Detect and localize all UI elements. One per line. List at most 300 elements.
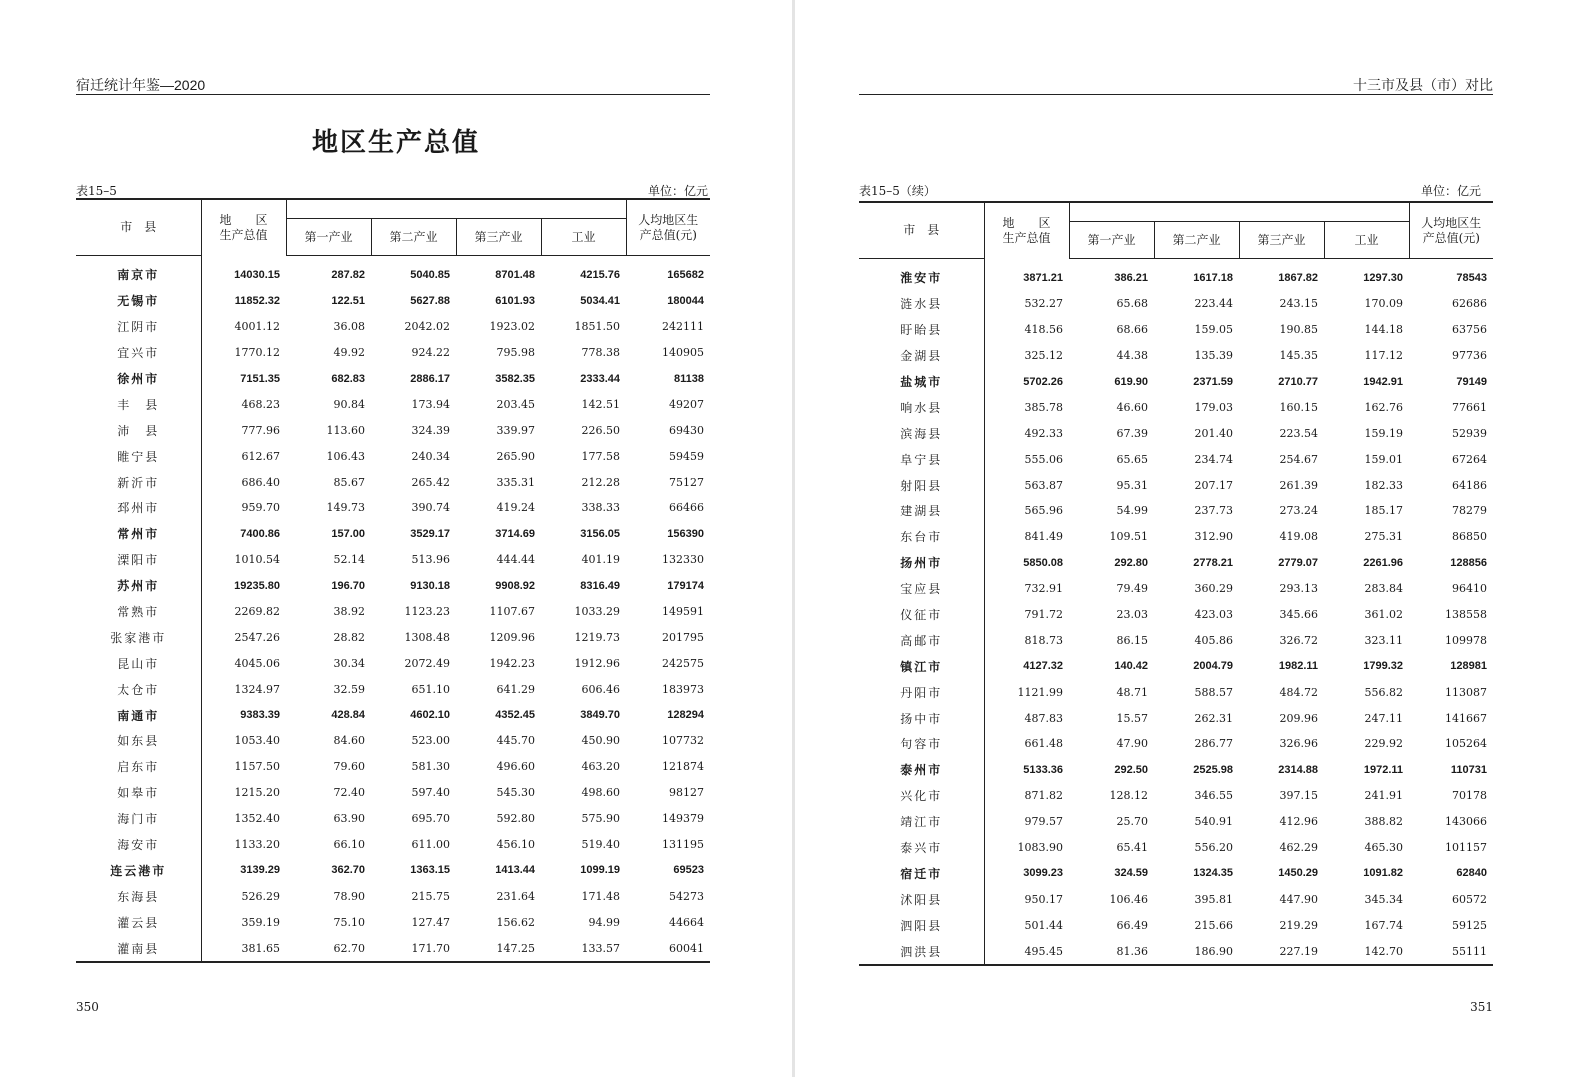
cell-primary: 386.21 [1114,271,1148,284]
row-region-name: 宝应县 [859,576,984,602]
table-body [76,256,710,963]
cell-gdp: 563.87 [1024,478,1063,492]
cell-tertiary: 209.96 [1279,711,1318,725]
cell-secondary: 186.90 [1194,944,1233,958]
table-row [76,256,710,288]
cell-per-capita: 59125 [1452,918,1487,932]
row-region-name: 常熟市 [76,599,201,625]
cell-per-capita: 69430 [669,423,704,437]
table-row [859,602,1493,628]
cell-per-capita: 109978 [1445,633,1487,647]
row-region-name: 滨海县 [859,420,984,446]
cell-industry: 2261.96 [1363,556,1403,569]
cell-per-capita: 62840 [1456,867,1487,880]
header-spacer [1069,202,1409,222]
cell-secondary: 127.47 [411,915,450,929]
row-region-name: 射阳县 [859,472,984,498]
row-region-name: 淮安市 [859,259,984,291]
table-row [859,886,1493,912]
cell-industry: 133.57 [581,941,620,955]
cell-tertiary: 147.25 [496,941,535,955]
cell-tertiary: 445.70 [496,734,535,748]
header-per-capita-line1: 人均地区生 [638,212,699,227]
cell-tertiary: 6101.93 [495,294,535,307]
header-per-capita-line2: 产总值(元) [1422,230,1480,245]
row-region-name: 涟水县 [859,291,984,317]
cell-tertiary: 273.24 [1279,504,1318,518]
cell-secondary: 201.40 [1194,426,1233,440]
cell-primary: 23.03 [1116,608,1148,622]
cell-per-capita: 179174 [667,579,704,592]
cell-primary: 95.31 [1116,478,1148,492]
row-region-name: 东台市 [859,524,984,550]
row-region-name: 张家港市 [76,624,201,650]
cell-industry: 5034.41 [580,294,620,307]
cell-industry: 177.58 [581,449,620,463]
cell-industry: 1297.30 [1363,271,1403,284]
cell-industry: 8316.49 [580,579,620,592]
table-row [76,340,710,366]
cell-tertiary: 397.15 [1279,789,1318,803]
cell-gdp: 495.45 [1024,944,1063,958]
cell-tertiary: 419.24 [496,501,535,515]
cell-secondary: 540.91 [1194,815,1233,829]
cell-gdp: 1157.50 [234,760,280,774]
table-row [76,521,710,547]
cell-primary: 292.80 [1114,556,1148,569]
header-primary: 第一产业 [1069,222,1154,259]
row-region-name: 灌南县 [76,935,201,962]
cell-primary: 32.59 [333,682,365,696]
left-page [0,0,792,1077]
cell-primary: 72.40 [333,786,365,800]
cell-primary: 75.10 [333,915,365,929]
cell-gdp: 325.12 [1024,349,1063,363]
cell-secondary: 9130.18 [410,579,450,592]
row-region-name: 兴化市 [859,783,984,809]
header-region: 市 县 [76,199,201,256]
cell-per-capita: 66466 [669,501,704,515]
cell-primary: 49.92 [333,346,365,360]
cell-secondary: 588.57 [1194,685,1233,699]
cell-gdp: 871.82 [1024,789,1063,803]
cell-per-capita: 105264 [1445,737,1487,751]
table-row [859,653,1493,679]
cell-gdp: 19235.80 [234,579,280,592]
cell-primary: 38.92 [333,605,365,619]
cell-per-capita: 201795 [662,630,704,644]
cell-industry: 167.74 [1364,918,1403,932]
table-row [76,832,710,858]
table-row [76,547,710,573]
table-row [76,702,710,728]
cell-primary: 46.60 [1116,400,1148,414]
table-row [76,288,710,314]
cell-gdp: 686.40 [241,475,280,489]
cell-industry: 3849.70 [580,709,620,722]
cell-primary: 128.12 [1109,789,1148,803]
row-region-name: 东海县 [76,883,201,909]
right-page [795,0,1587,1077]
table-row [859,446,1493,472]
cell-secondary: 405.86 [1194,633,1233,647]
unit-label-right: 单位：亿元 [1420,184,1481,198]
table-row [76,314,710,340]
table-row [859,343,1493,369]
cell-industry: 361.02 [1364,608,1403,622]
cell-gdp: 5702.26 [1023,375,1063,388]
cell-primary: 682.83 [331,372,365,385]
row-region-name: 睢宁县 [76,443,201,469]
cell-tertiary: 444.44 [496,553,535,567]
cell-gdp: 1215.20 [234,786,280,800]
cell-gdp: 3871.21 [1023,271,1063,284]
table-row [76,857,710,883]
row-region-name: 宿迁市 [859,860,984,886]
table-row [76,650,710,676]
cell-primary: 81.36 [1116,944,1148,958]
table-label-left: 表15–5 [76,184,117,198]
cell-secondary: 5627.88 [410,294,450,307]
cell-industry: 1942.91 [1363,375,1403,388]
cell-primary: 52.14 [333,553,365,567]
cell-primary: 15.57 [1116,711,1148,725]
cell-gdp: 526.29 [241,889,280,903]
cell-tertiary: 9908.92 [495,579,535,592]
cell-per-capita: 78543 [1456,271,1487,284]
cell-tertiary: 2710.77 [1278,375,1318,388]
row-region-name: 沛 县 [76,417,201,443]
cell-primary: 362.70 [331,864,365,877]
cell-per-capita: 69523 [673,864,704,877]
header-per-capita [626,199,710,256]
cell-secondary: 2525.98 [1193,763,1233,776]
cell-gdp: 1770.12 [234,346,280,360]
cell-gdp: 979.57 [1024,815,1063,829]
cell-per-capita: 79149 [1456,375,1487,388]
cell-secondary: 651.10 [411,682,450,696]
cell-gdp: 1121.99 [1017,685,1063,699]
cell-per-capita: 60041 [669,941,704,955]
cell-industry: 606.46 [581,682,620,696]
cell-secondary: 395.81 [1194,892,1233,906]
table-row [859,757,1493,783]
row-region-name: 太仓市 [76,676,201,702]
cell-primary: 287.82 [331,268,365,281]
table-header [859,202,1493,259]
gdp-table-right [859,201,1493,966]
cell-per-capita: 131195 [662,838,704,852]
cell-industry: 1799.32 [1363,660,1403,673]
cell-industry: 556.82 [1364,685,1403,699]
cell-tertiary: 1209.96 [489,630,535,644]
table-row [859,938,1493,965]
table-row [859,809,1493,835]
cell-industry: 171.48 [581,889,620,903]
cell-industry: 2333.44 [580,372,620,385]
table-row [76,780,710,806]
table-row [76,806,710,832]
cell-per-capita: 242575 [662,656,704,670]
cell-industry: 142.70 [1364,944,1403,958]
cell-secondary: 286.77 [1194,737,1233,751]
cell-gdp: 959.70 [241,501,280,515]
row-region-name: 盱眙县 [859,317,984,343]
cell-per-capita: 98127 [669,786,704,800]
row-region-name: 南京市 [76,256,201,288]
cell-tertiary: 1107.67 [489,605,535,619]
header-spacer [286,199,626,219]
row-region-name: 邳州市 [76,495,201,521]
header-primary: 第一产业 [286,219,371,256]
table-row [859,259,1493,291]
cell-tertiary: 227.19 [1279,944,1318,958]
cell-industry: 1219.73 [574,630,620,644]
cell-secondary: 179.03 [1194,400,1233,414]
table-row [76,909,710,935]
table-row [859,783,1493,809]
cell-primary: 619.90 [1114,375,1148,388]
table-row [859,420,1493,446]
row-region-name: 海安市 [76,832,201,858]
table-row [76,469,710,495]
table-row [859,524,1493,550]
table-row [76,728,710,754]
cell-tertiary: 156.62 [496,915,535,929]
row-region-name: 沭阳县 [859,886,984,912]
cell-per-capita: 138558 [1445,608,1487,622]
row-region-name: 昆山市 [76,650,201,676]
row-region-name: 仪征市 [859,602,984,628]
cell-secondary: 5040.85 [410,268,450,281]
cell-primary: 157.00 [331,527,365,540]
cell-tertiary: 545.30 [496,786,535,800]
cell-secondary: 597.40 [411,786,450,800]
cell-tertiary: 1982.11 [1278,660,1318,673]
cell-tertiary: 293.13 [1279,582,1318,596]
cell-gdp: 1352.40 [234,812,280,826]
cell-industry: 778.38 [581,346,620,360]
cell-secondary: 513.96 [411,553,450,567]
cell-industry: 241.91 [1364,789,1403,803]
cell-primary: 106.46 [1109,892,1148,906]
cell-primary: 67.39 [1116,426,1148,440]
cell-industry: 226.50 [581,423,620,437]
cell-tertiary: 345.66 [1279,608,1318,622]
cell-secondary: 695.70 [411,812,450,826]
cell-industry: 388.82 [1364,815,1403,829]
table-row [859,550,1493,576]
cell-gdp: 532.27 [1024,297,1063,311]
table-row [76,443,710,469]
cell-primary: 428.84 [331,709,365,722]
header-tertiary: 第三产业 [456,219,541,256]
cell-per-capita: 141667 [1445,711,1487,725]
cell-per-capita: 107732 [662,734,704,748]
cell-gdp: 565.96 [1024,504,1063,518]
cell-gdp: 2269.82 [234,605,280,619]
cell-gdp: 1083.90 [1017,841,1063,855]
cell-secondary: 265.42 [411,475,450,489]
cell-gdp: 3139.29 [240,864,280,877]
cell-tertiary: 8701.48 [495,268,535,281]
cell-industry: 94.99 [588,915,620,929]
cell-per-capita: 63756 [1452,323,1487,337]
row-region-name: 金湖县 [859,343,984,369]
table-row [859,679,1493,705]
row-region-name: 泰兴市 [859,835,984,861]
header-rule-right [859,94,1493,95]
table-row [76,883,710,909]
cell-tertiary: 2314.88 [1278,763,1318,776]
cell-gdp: 4127.32 [1023,660,1063,673]
cell-tertiary: 2779.07 [1278,556,1318,569]
table-row [859,627,1493,653]
cell-secondary: 262.31 [1194,711,1233,725]
cell-gdp: 418.56 [1024,323,1063,337]
cell-gdp: 7151.35 [240,372,280,385]
cell-tertiary: 641.29 [496,682,535,696]
cell-industry: 338.33 [581,501,620,515]
header-secondary: 第二产业 [371,219,456,256]
cell-tertiary: 1867.82 [1278,271,1318,284]
cell-per-capita: 67264 [1452,452,1487,466]
table-label-right: 表15–5（续） [859,184,936,198]
cell-gdp: 5133.36 [1023,763,1063,776]
cell-tertiary: 339.97 [496,423,535,437]
cell-gdp: 950.17 [1024,892,1063,906]
running-head-left: 宿迁统计年鉴—2020 [76,77,206,93]
table-row [76,495,710,521]
row-region-name: 盐城市 [859,369,984,395]
cell-gdp: 7400.86 [240,527,280,540]
cell-gdp: 9383.39 [240,709,280,722]
cell-per-capita: 149591 [662,605,704,619]
cell-tertiary: 223.54 [1279,426,1318,440]
cell-primary: 90.84 [333,397,365,411]
cell-tertiary: 160.15 [1279,400,1318,414]
cell-tertiary: 335.31 [496,475,535,489]
header-tertiary: 第三产业 [1239,222,1324,259]
cell-per-capita: 128294 [667,709,704,722]
cell-gdp: 612.67 [241,449,280,463]
cell-secondary: 159.05 [1194,323,1233,337]
cell-gdp: 359.19 [241,915,280,929]
cell-primary: 109.51 [1109,530,1148,544]
cell-industry: 519.40 [581,838,620,852]
gdp-table-left [76,198,710,963]
cell-primary: 28.82 [333,630,365,644]
row-region-name: 无锡市 [76,288,201,314]
row-region-name: 镇江市 [859,653,984,679]
cell-per-capita: 128981 [1450,660,1487,673]
cell-per-capita: 156390 [667,527,704,540]
cell-secondary: 223.44 [1194,297,1233,311]
cell-secondary: 360.29 [1194,582,1233,596]
cell-secondary: 171.70 [411,941,450,955]
cell-secondary: 611.00 [411,838,450,852]
cell-primary: 78.90 [333,889,365,903]
row-region-name: 泗阳县 [859,912,984,938]
cell-primary: 65.41 [1116,841,1148,855]
cell-tertiary: 795.98 [496,346,535,360]
cell-secondary: 312.90 [1194,530,1233,544]
cell-industry: 170.09 [1364,297,1403,311]
cell-tertiary: 1923.02 [489,320,535,334]
cell-industry: 1033.29 [574,605,620,619]
cell-per-capita: 60572 [1452,892,1487,906]
cell-tertiary: 419.08 [1279,530,1318,544]
cell-tertiary: 592.80 [496,812,535,826]
cell-per-capita: 78279 [1452,504,1487,518]
cell-primary: 196.70 [331,579,365,592]
cell-primary: 66.49 [1116,918,1148,932]
cell-per-capita: 242111 [662,320,704,334]
cell-secondary: 240.34 [411,449,450,463]
table-row [859,369,1493,395]
table-row [859,291,1493,317]
table-body [859,259,1493,966]
cell-tertiary: 3714.69 [495,527,535,540]
cell-industry: 575.90 [581,812,620,826]
cell-tertiary: 190.85 [1279,323,1318,337]
cell-secondary: 2778.21 [1193,556,1233,569]
cell-primary: 79.60 [333,760,365,774]
cell-secondary: 390.74 [411,501,450,515]
cell-primary: 47.90 [1116,737,1148,751]
table-row [76,624,710,650]
cell-secondary: 1324.35 [1193,867,1233,880]
cell-primary: 86.15 [1116,633,1148,647]
cell-per-capita: 55111 [1452,944,1487,958]
row-region-name: 江阴市 [76,314,201,340]
cell-tertiary: 447.90 [1279,892,1318,906]
cell-secondary: 1308.48 [404,630,450,644]
cell-tertiary: 412.96 [1279,815,1318,829]
cell-industry: 275.31 [1364,530,1403,544]
cell-secondary: 1363.15 [410,864,450,877]
cell-gdp: 501.44 [1024,918,1063,932]
cell-industry: 159.19 [1364,426,1403,440]
cell-industry: 345.34 [1364,892,1403,906]
table-row [859,705,1493,731]
cell-primary: 122.51 [331,294,365,307]
cell-industry: 1851.50 [574,320,620,334]
row-region-name: 溧阳市 [76,547,201,573]
cell-per-capita: 64186 [1452,478,1487,492]
row-region-name: 建湖县 [859,498,984,524]
cell-tertiary: 456.10 [496,838,535,852]
cell-secondary: 2072.49 [404,656,450,670]
header-rule-left [76,94,710,95]
cell-secondary: 1617.18 [1193,271,1233,284]
cell-gdp: 11852.32 [234,294,280,307]
cell-industry: 185.17 [1364,504,1403,518]
cell-gdp: 555.06 [1024,452,1063,466]
header-secondary: 第二产业 [1154,222,1239,259]
row-region-name: 海门市 [76,806,201,832]
cell-primary: 106.43 [326,449,365,463]
cell-industry: 1972.11 [1363,763,1403,776]
cell-secondary: 135.39 [1194,349,1233,363]
cell-primary: 36.08 [333,320,365,334]
cell-industry: 144.18 [1364,323,1403,337]
cell-tertiary: 4352.45 [495,709,535,722]
cell-per-capita: 59459 [669,449,704,463]
cell-secondary: 237.73 [1194,504,1233,518]
cell-tertiary: 484.72 [1279,685,1318,699]
cell-per-capita: 132330 [662,553,704,567]
